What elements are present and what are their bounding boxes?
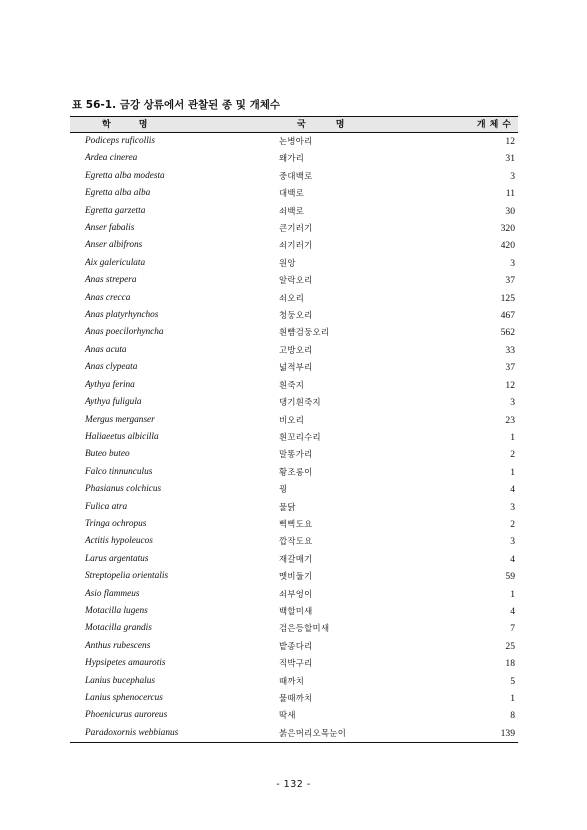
scientific-name-cell: Paradoxornis webbianus [70,725,279,743]
table-row [70,307,518,324]
scientific-name-cell: Anas clypeata [85,362,138,373]
table-row [70,342,518,359]
scientific-name-cell: Actitis hypoleucos [85,536,153,547]
count-cell: 23 [505,414,515,426]
count-cell: 5 [510,675,515,687]
scientific-name-cell: Larus argentatus [85,553,149,564]
scientific-name-cell: Aythya fuligula [85,397,142,408]
scientific-name-cell: Anas crecca [85,292,131,303]
count-cell: 420 [500,240,515,252]
table-row [70,586,518,603]
scientific-name-cell: Aix galericulata [85,257,146,268]
header-row [70,117,518,133]
table-row [70,429,518,446]
scientific-name-cell: Asio flammeus [85,588,140,599]
table-header [70,117,518,133]
scientific-name-cell: Anas poecilorhyncha [85,327,164,338]
korean-name-cell: 왜가리 [279,153,305,164]
korean-name-cell: 황조롱이 [279,466,313,477]
table-row [70,603,518,620]
count-cell: 467 [500,310,515,322]
table-row [70,568,518,585]
table-row [70,290,518,307]
table-row [70,150,518,167]
korean-name-cell: 멧비둘기 [279,571,313,582]
table-row [70,412,518,429]
korean-name-cell: 쇠부엉이 [279,588,313,599]
korean-name-cell: 흰꼬리수리 [279,431,321,442]
table-row [70,255,518,272]
count-cell: 18 [505,658,515,670]
table-row [70,707,518,724]
header-korean-name: 국명 [279,117,458,133]
count-cell: 3 [510,397,515,409]
count-cell: 4 [510,484,515,496]
table-row [70,638,518,655]
scientific-name-cell: Anas strepera [85,275,137,286]
scientific-name-cell: Egretta garzetta [85,205,146,216]
korean-name-cell: 꿩 [279,484,288,495]
korean-name-cell: 비오리 [279,414,305,425]
count-cell: 3 [510,536,515,548]
korean-name-cell: 때까치 [279,675,305,686]
table-row [70,446,518,463]
korean-name-cell: 딱새 [279,710,296,721]
count-cell: 3 [510,501,515,513]
table-row [70,725,518,743]
table-row [70,673,518,690]
korean-name-cell: 재갈매기 [279,553,313,564]
count-cell: 3 [510,257,515,269]
korean-name-cell: 말똥가리 [279,449,313,460]
korean-name-cell: 중대백로 [279,170,313,181]
scientific-name-cell: Motacilla lugens [85,605,148,616]
table-row [70,203,518,220]
table-row [70,516,518,533]
page-number: - 132 - [276,779,311,790]
table-row [70,499,518,516]
count-cell: 11 [505,188,515,200]
scientific-name-cell: Phasianus colchicus [85,484,162,495]
table-row [70,533,518,550]
count-cell: 320 [500,223,515,235]
count-cell: 8 [510,710,515,722]
scientific-name-cell: Egretta alba alba [85,188,151,199]
korean-name-cell: 쇠백로 [279,205,305,216]
korean-name-cell: 검은등할미새 [279,623,330,634]
count-cell: 30 [505,205,515,217]
scientific-name-cell: Mergus merganser [85,414,155,425]
table-title: 표 56-1. 금강 상류에서 관찰된 종 및 개체수 [72,99,280,111]
scientific-name-cell: Anser albifrons [85,240,143,251]
table-row [70,324,518,341]
korean-name-cell: 고방오리 [279,344,313,355]
korean-name-cell: 백할미새 [279,605,313,616]
scientific-name-cell: Anas acuta [85,344,127,355]
count-cell: 3 [510,170,515,182]
scientific-name-cell: Anas platyrhynchos [85,310,159,321]
korean-name-cell: 깝작도요 [279,536,313,547]
table-row [70,168,518,185]
korean-name-cell: 쇠기러기 [279,240,313,251]
table-row [70,220,518,237]
scientific-name-cell: Hypsipetes amaurotis [85,658,166,669]
korean-name-cell: 삑삑도요 [279,518,313,529]
scientific-name-cell: Phoenicurus auroreus [85,710,168,721]
scientific-name-cell: Egretta alba modesta [85,170,165,181]
table-row [70,272,518,289]
scientific-name-cell: Tringa ochropus [85,518,147,529]
species-table-container [70,116,518,743]
korean-name-cell: 큰기러기 [279,223,313,234]
count-cell: 2 [510,518,515,530]
count-cell: 31 [505,153,515,165]
korean-name-cell: 청둥오리 [279,310,313,321]
count-cell: 37 [505,275,515,287]
count-cell: 562 [500,327,515,339]
table-row [70,377,518,394]
korean-name-cell: 대백로 [279,188,305,199]
table-row [70,481,518,498]
scientific-name-cell: Anser fabalis [85,223,135,234]
table-row [70,359,518,376]
count-cell: 125 [500,292,515,304]
table-row [70,655,518,672]
scientific-name-cell: Haliaeetus albicilla [85,431,159,442]
korean-name-cell: 원앙 [279,257,296,268]
korean-name-cell: 댕기흰죽지 [279,397,321,408]
table-row [70,620,518,637]
scientific-name-cell: Lanius bucephalus [85,675,155,686]
table-row [70,133,518,151]
korean-name-cell: 넓적부리 [279,362,313,373]
scientific-name-cell: Motacilla grandis [85,623,152,634]
korean-name-cell: 알락오리 [279,275,313,286]
count-cell: 1 [510,693,515,704]
header-scientific-name: 학명 [70,117,279,133]
korean-name-cell: 붉은머리오목눈이 [279,725,458,743]
header-count: 개체수 [458,117,518,133]
table-row [70,237,518,254]
scientific-name-cell: Podiceps ruficollis [85,136,155,146]
table-row [70,394,518,411]
species-table [70,116,518,743]
scientific-name-cell: Buteo buteo [85,449,130,460]
scientific-name-cell: Aythya ferina [85,379,135,390]
table-row [70,185,518,202]
table-row [70,690,518,707]
korean-name-cell: 직박구리 [279,658,313,669]
count-cell: 1 [510,466,515,478]
count-cell: 7 [510,623,515,635]
korean-name-cell: 쇠오리 [279,292,305,303]
korean-name-cell: 흰죽지 [279,379,305,390]
count-cell: 12 [505,136,515,147]
count-cell: 59 [505,571,515,583]
korean-name-cell: 물닭 [279,501,296,512]
count-cell: 37 [505,362,515,374]
table-body [70,133,518,743]
count-cell: 2 [510,449,515,461]
count-cell: 4 [510,553,515,565]
count-cell: 139 [458,725,518,743]
korean-name-cell: 논병아리 [279,136,313,146]
table-row [70,464,518,481]
korean-name-cell: 흰뺨검둥오리 [279,327,330,338]
scientific-name-cell: Falco tinnunculus [85,466,153,477]
korean-name-cell: 밭종다리 [279,640,313,651]
count-cell: 25 [505,640,515,652]
scientific-name-cell: Fulica atra [85,501,128,512]
count-cell: 1 [510,431,515,443]
count-cell: 1 [510,588,515,600]
scientific-name-cell: Streptopelia orientalis [85,571,169,582]
count-cell: 33 [505,344,515,356]
count-cell: 4 [510,605,515,617]
count-cell: 12 [505,379,515,391]
scientific-name-cell: Ardea cinerea [85,153,138,164]
scientific-name-cell: Anthus rubescens [85,640,151,651]
table-row [70,551,518,568]
scientific-name-cell: Lanius sphenocercus [85,693,163,703]
korean-name-cell: 물때까치 [279,693,313,703]
